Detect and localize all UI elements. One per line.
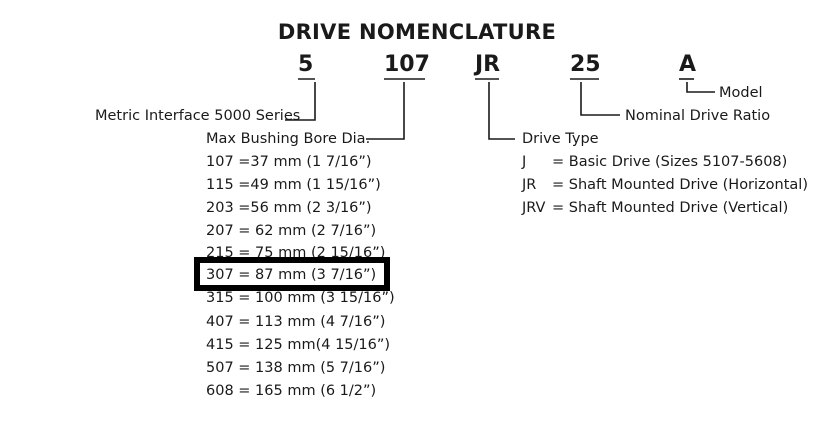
drive-type-code: JR <box>522 177 537 193</box>
code-model: A <box>679 52 697 77</box>
code-series: 5 <box>298 52 314 77</box>
drive-type-code: J <box>522 154 527 170</box>
bore-row: 215 = 75 mm (2 15/16”) <box>206 245 386 261</box>
drive-type-desc: = Shaft Mounted Drive (Vertical) <box>552 200 789 216</box>
diagram-title: DRIVE NOMENCLATURE <box>277 20 557 44</box>
label-model: Model <box>719 85 763 101</box>
bore-row: 415 = 125 mm(4 15/16”) <box>206 337 391 353</box>
bore-row: 507 = 138 mm (5 7/16”) <box>206 360 386 376</box>
label-series: Metric Interface 5000 Series <box>95 108 301 124</box>
bore-row: 203 =56 mm (2 3/16”) <box>206 200 372 216</box>
code-ratio: 25 <box>570 52 601 77</box>
bore-row: 315 = 100 mm (3 15/16”) <box>206 290 395 306</box>
drive-type-desc: = Shaft Mounted Drive (Horizontal) <box>552 177 808 193</box>
connector-drive-type <box>489 82 515 139</box>
label-drive-type: Drive Type <box>522 131 599 147</box>
drive-type-desc: = Basic Drive (Sizes 5107-5608) <box>552 154 788 170</box>
drive-type-code: JRV <box>522 200 546 216</box>
label-bore: Max Bushing Bore Dia. <box>206 131 371 147</box>
bore-row: 207 = 62 mm (2 7/16”) <box>206 223 377 239</box>
bore-row: 608 = 165 mm (6 1/2”) <box>206 383 377 399</box>
bore-row: 107 =37 mm (1 7/16”) <box>206 154 372 170</box>
connector-bore <box>366 82 404 139</box>
connector-ratio <box>581 82 620 115</box>
label-ratio: Nominal Drive Ratio <box>625 108 771 124</box>
bore-row-highlighted: 307 = 87 mm (3 7/16”) <box>206 267 377 283</box>
bore-row: 115 =49 mm (1 15/16”) <box>206 177 381 193</box>
connector-model <box>687 82 715 92</box>
code-drive-type: JR <box>475 52 501 77</box>
code-bore: 107 <box>384 52 430 77</box>
highlight-box <box>194 257 390 291</box>
bore-row: 407 = 113 mm (4 7/16”) <box>206 314 386 330</box>
